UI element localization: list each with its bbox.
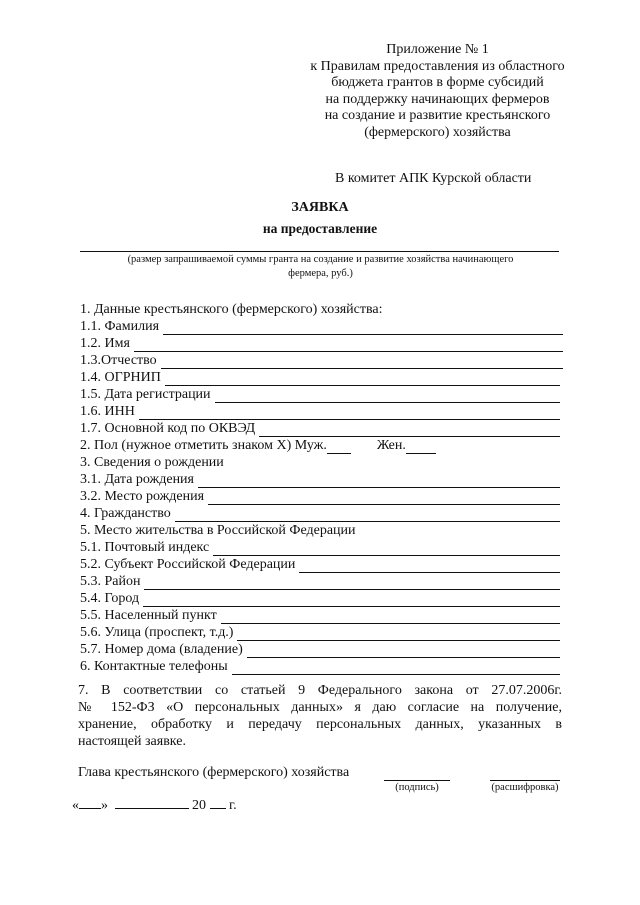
field-birth-date-label: 3.1. Дата рождения (80, 472, 194, 487)
field-registration-date (80, 386, 560, 403)
consent-line: настоящей заявке. (78, 734, 186, 749)
field-house-number-label: 5.7. Номер дома (владение) (80, 642, 243, 657)
field-ogrnip-label: 1.4. ОГРНИП (80, 370, 161, 385)
field-birth-place (80, 488, 560, 505)
field-patronymic-label: 1.3.Отчество (80, 353, 157, 368)
appendix-line: на создание и развитие крестьянского (324, 108, 551, 123)
field-phones-input[interactable] (232, 661, 560, 675)
field-surname (80, 318, 563, 335)
field-inn-label: 1.6. ИНН (80, 404, 135, 419)
field-locality-label: 5.5. Населенный пункт (80, 608, 217, 623)
appendix-line: на поддержку начинающих фермеров (325, 91, 550, 107)
grant-amount-line[interactable] (80, 251, 559, 252)
grant-amount-note (82, 253, 559, 281)
appendix-line: бюджета грантов в форме субсидий (331, 75, 544, 90)
date-year-suffix: г. (229, 798, 237, 813)
field-registration-date-label: 1.5. Дата регистрации (80, 387, 211, 402)
field-surname-label: 1.1. Фамилия (80, 319, 160, 334)
addressee: В комитет АПК Курской области (335, 171, 532, 186)
appendix-line: (фермерского) хозяйства (364, 124, 511, 140)
decoding-caption: (расшифровка) (491, 782, 559, 793)
date-month-input[interactable] (115, 795, 189, 809)
field-sex-female-input[interactable] (406, 440, 436, 454)
field-patronymic-input[interactable] (161, 355, 563, 369)
field-inn-input[interactable] (139, 406, 560, 420)
field-inn (80, 403, 560, 420)
field-street-input[interactable] (237, 627, 560, 641)
appendix-line: к Правилам предоставления из областного (310, 58, 565, 74)
field-street-label: 5.6. Улица (проспект, т.д.) (80, 625, 234, 640)
field-city (80, 590, 560, 607)
grant-amount-note-line: (размер запрашиваемой суммы гранта на создание и развитие хозяйства начинающего (127, 254, 514, 265)
document-subtitle: на предоставление (262, 221, 378, 236)
consent-paragraph (78, 682, 562, 750)
consent-line: 7. В соответствии со статьей 9 Федерального закона от 27.07.2006г. (78, 683, 562, 698)
appendix-header (250, 42, 625, 141)
consent-line: № 152-ФЗ «О персональных данных» я даю согласие на получение, (78, 700, 562, 715)
document-title: ЗАЯВКА (291, 200, 349, 215)
field-city-input[interactable] (143, 593, 560, 607)
field-sex-label: 2. Пол (нужное отметить знаком Х) Муж. (80, 438, 327, 453)
field-postal-code-input[interactable] (213, 542, 560, 556)
field-name-input[interactable] (134, 338, 563, 352)
field-phones (80, 658, 560, 675)
date-close-quote: » (101, 798, 108, 813)
field-sex (80, 437, 563, 454)
field-ogrnip (80, 369, 560, 386)
field-city-label: 5.4. Город (80, 591, 140, 606)
grant-amount-note-line: фермера, руб.) (288, 268, 353, 279)
signature-label: Глава крестьянского (фермерского) хозяйства (78, 765, 350, 780)
field-district (80, 573, 560, 590)
date-line (72, 795, 237, 814)
field-region-label: 5.2. Субъект Российской Федерации (80, 557, 296, 572)
field-ogrnip-input[interactable] (165, 372, 560, 386)
consent-line: хранение, обработку и передачу персональных данных, указанных в (78, 717, 562, 732)
field-registration-date-input[interactable] (215, 389, 560, 403)
field-street (80, 624, 560, 641)
field-citizenship-input[interactable] (175, 508, 560, 522)
field-postal-code-label: 5.1. Почтовый индекс (80, 540, 210, 555)
field-house-number (80, 641, 560, 658)
field-birth-place-input[interactable] (208, 491, 560, 505)
field-okved-input[interactable] (259, 423, 560, 437)
field-region (80, 556, 560, 573)
field-patronymic (80, 352, 563, 369)
field-district-input[interactable] (144, 576, 560, 590)
field-phones-label: 6. Контактные телефоны (80, 659, 228, 674)
field-birth-date-input[interactable] (198, 474, 560, 488)
section-residence-label: 5. Место жительства в Российской Федерации (80, 523, 356, 538)
field-house-number-input[interactable] (247, 644, 560, 658)
field-region-input[interactable] (299, 559, 560, 573)
field-citizenship-label: 4. Гражданство (80, 506, 171, 521)
decoding-line[interactable] (490, 780, 560, 781)
field-locality (80, 607, 560, 624)
section-farm-data-label: 1. Данные крестьянского (фермерского) хозяйства: (80, 302, 383, 317)
date-year-prefix: 20 (192, 798, 206, 813)
date-year-input[interactable] (210, 795, 226, 809)
field-surname-input[interactable] (163, 321, 563, 335)
field-citizenship (80, 505, 560, 522)
section-birth-label: 3. Сведения о рождении (80, 455, 224, 470)
section-residence (80, 522, 563, 539)
field-postal-code (80, 539, 560, 556)
field-birth-date (80, 471, 560, 488)
field-name-label: 1.2. Имя (80, 336, 130, 351)
signature-caption: (подпись) (395, 782, 439, 793)
date-day-input[interactable] (79, 795, 101, 809)
section-birth (80, 454, 563, 471)
signature-line[interactable] (384, 780, 450, 781)
field-okved (80, 420, 560, 437)
field-sex-female-label: Жен. (376, 438, 406, 453)
field-birth-place-label: 3.2. Место рождения (80, 489, 205, 504)
field-locality-input[interactable] (221, 610, 560, 624)
field-district-label: 5.3. Район (80, 574, 141, 589)
field-name (80, 335, 563, 352)
field-okved-label: 1.7. Основной код по ОКВЭД (80, 421, 256, 436)
date-open-quote: « (72, 798, 79, 813)
field-sex-male-input[interactable] (327, 440, 351, 454)
section-farm-data (80, 301, 563, 318)
appendix-number: Приложение № 1 (386, 42, 489, 57)
